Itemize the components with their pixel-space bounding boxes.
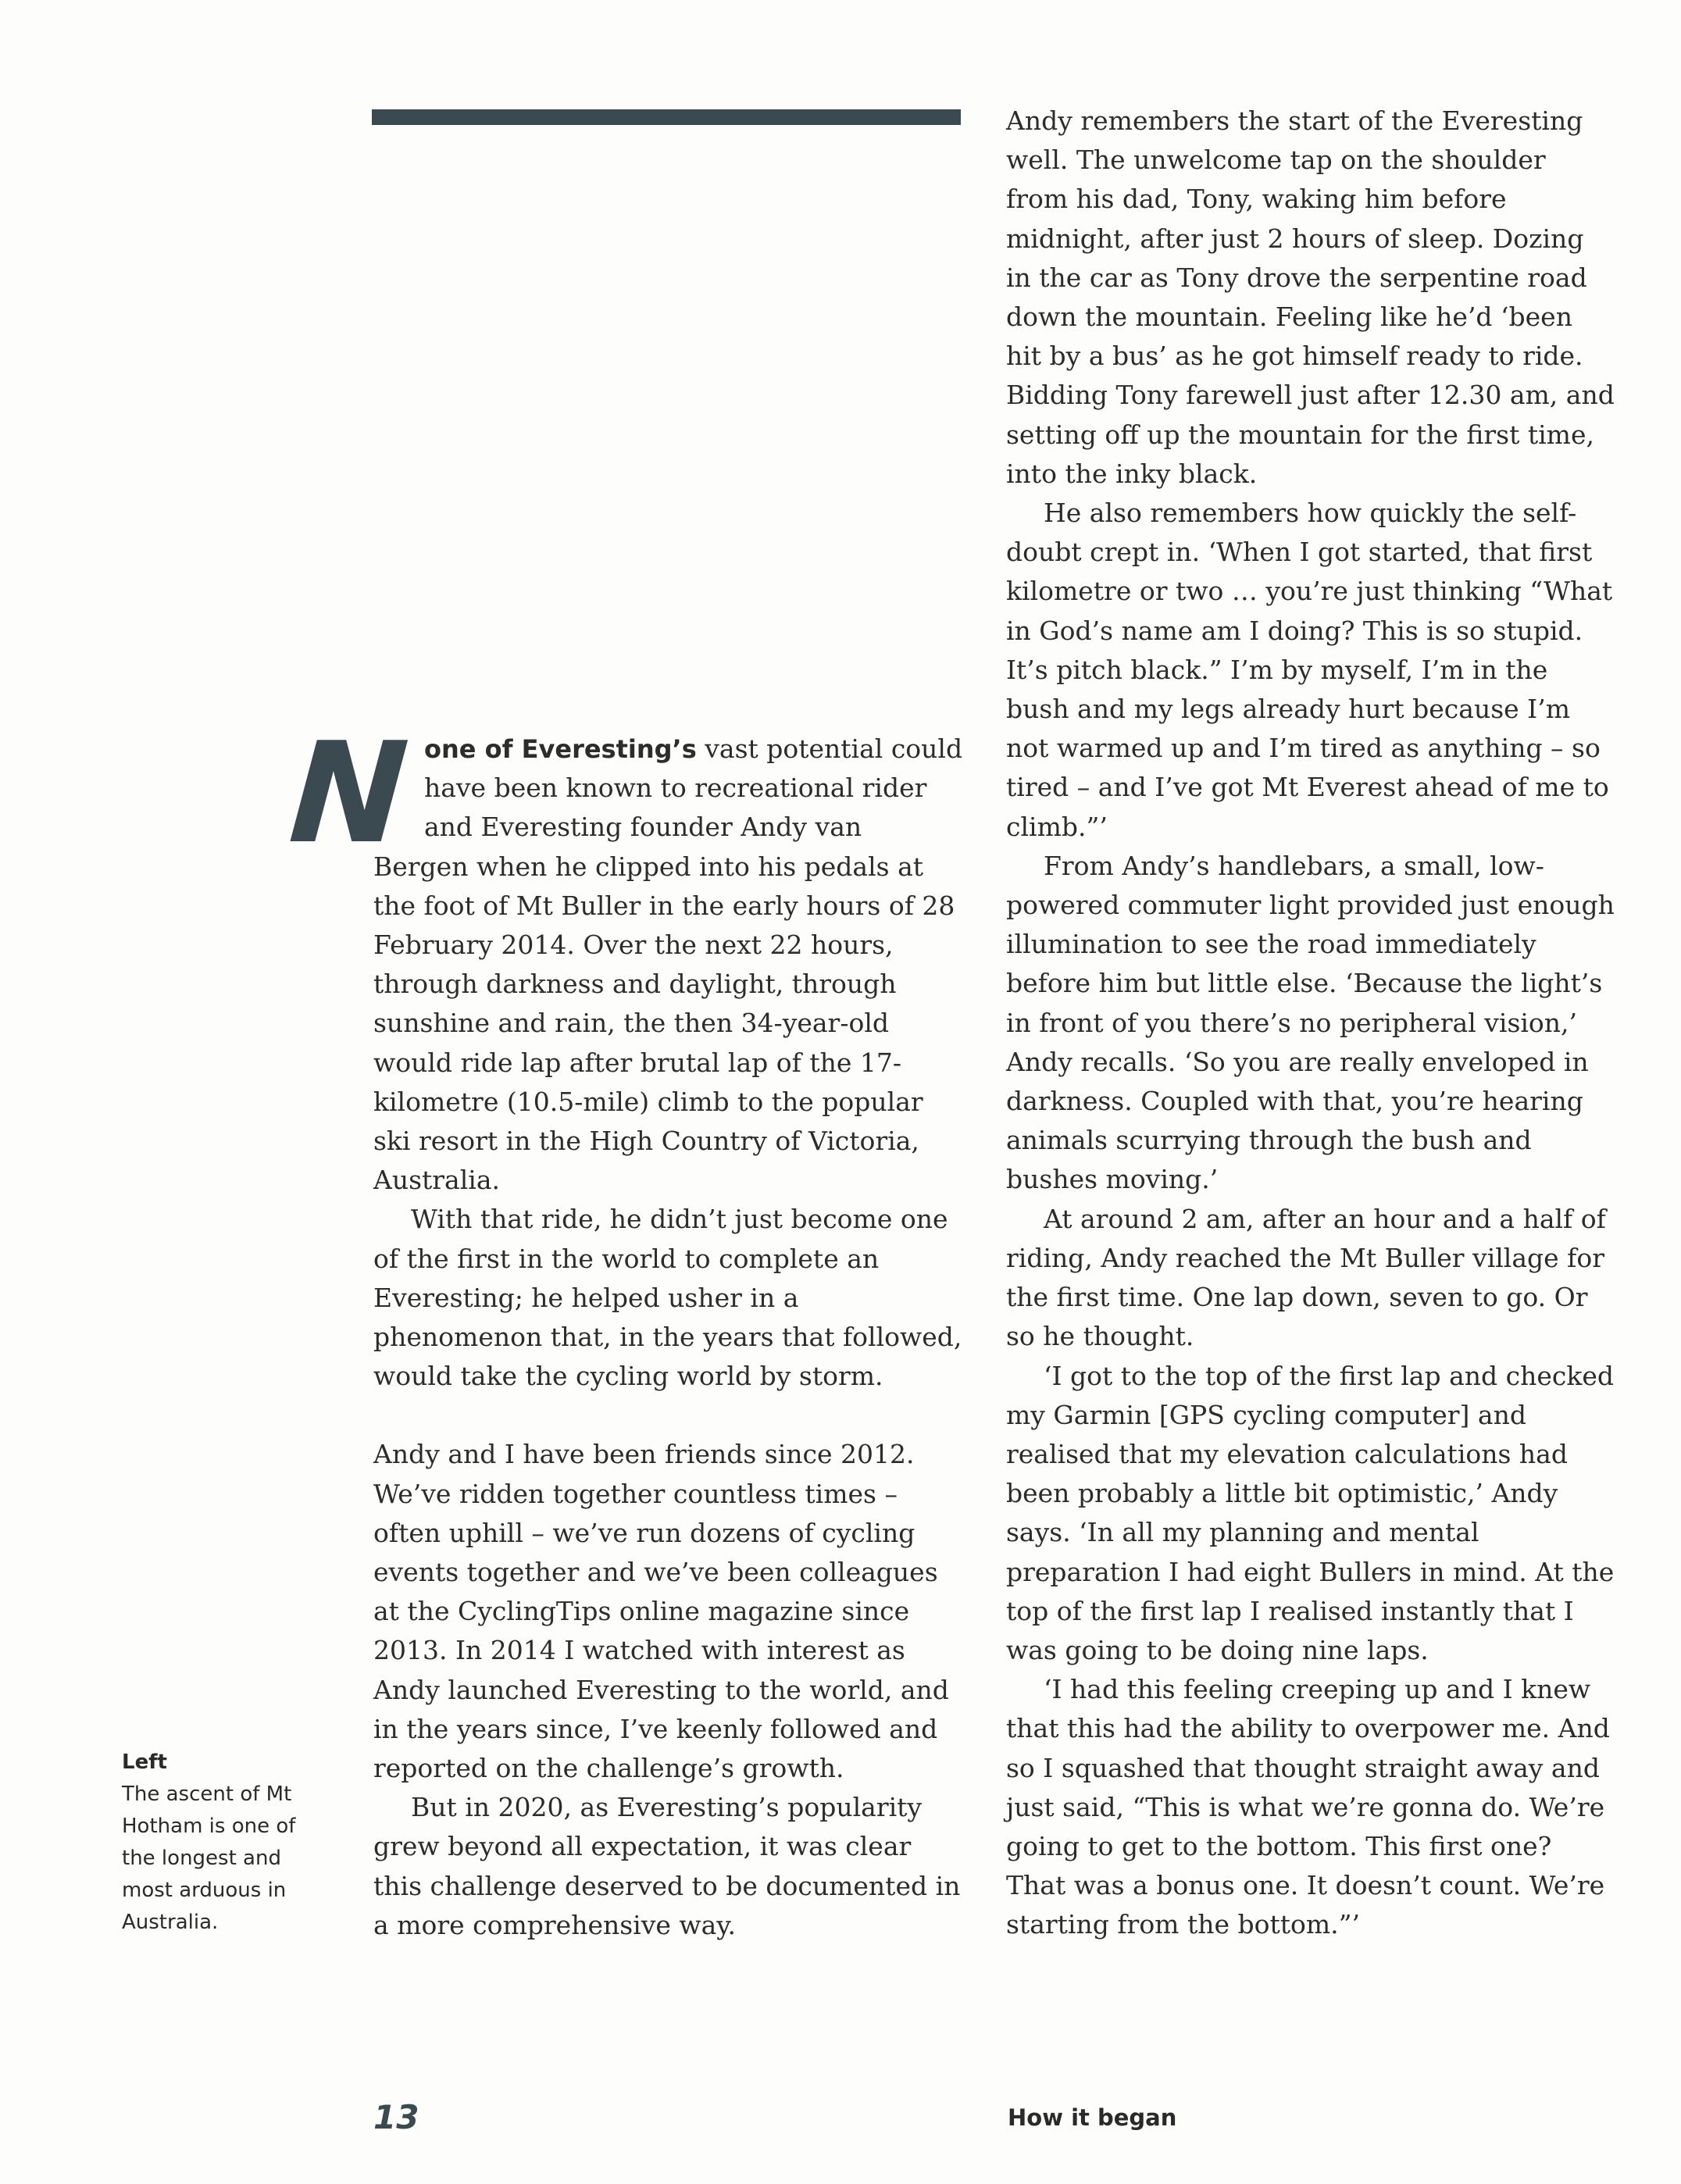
header-rule	[372, 109, 961, 125]
caption-title: Left	[122, 1750, 167, 1774]
lead-in: one of Everesting’s	[423, 734, 697, 764]
right-column	[1006, 102, 1615, 1945]
page-number: 13	[373, 2098, 419, 2136]
paragraph: With that ride, he didn’t just become one of the first in the world to complete an Everesting; he helped usher in a phenomenon that, in the years that followed, would take the cycling world by storm.	[373, 1204, 962, 1392]
opening-paragraph	[284, 712, 964, 1200]
paragraph: From Andy’s handlebars, a small, low-powered commuter light provided just enough illumination to see the road immediately before him but little else. ‘Because the light’s in front of you there’s no peripheral vision,’ Andy recalls. ‘So you are really enveloped in darkness. Coupled with that, you’re hearing animals scurrying through the bush and bushes moving.’	[1006, 850, 1615, 1195]
paragraph: But in 2020, as Everesting’s popularity grew beyond all expectation, it was clear this challenge deserved to be documented in a more comprehensive way.	[373, 1792, 961, 1940]
photo-caption	[122, 1747, 319, 1939]
paragraph: Andy remembers the start of the Everesting well. The unwelcome tap on the shoulder from his dad, Tony, waking him before midnight, after just 2 hours of sleep. Dozing in the car as Tony drove the serpentine road down the mountain. Feeling like he’d ‘been hit by a bus’ as he got himself ready to ride. Bidding Tony farewell just after 12.30 am, and setting off up the mountain for the first time, into the inky black.	[1006, 105, 1615, 489]
paragraph: Andy and I have been friends since 2012. We’ve ridden together countless times – often uphill – we’ve run dozens of cycling events together and we’ve been colleagues at the CyclingTips online magazine since 2013. In 2014 I watched with interest as Andy launched Everesting to the world, and in the years since, I’ve keenly followed and reported on the challenge’s growth.	[373, 1439, 949, 1784]
caption-text: The ascent of Mt Hotham is one of the longest and most arduous in Australia.	[122, 1783, 296, 1934]
dropcap: N	[284, 712, 413, 874]
left-column	[284, 712, 964, 1945]
paragraph: At around 2 am, after an hour and a half of riding, Andy reached the Mt Buller village for the first time. One lap down, seven to go. Or so he thought.	[1006, 1203, 1606, 1352]
paragraph: ‘I had this feeling creeping up and I knew that this had the ability to overpower me. And so I squashed that thought straight away and just said, “This is what we’re gonna do. We’re going to get to the bottom. This first one? That was a bonus one. It doesn’t count. We’re starting from the bottom.”’	[1006, 1674, 1610, 1940]
paragraph: He also remembers how quickly the self-doubt crept in. ‘When I got started, that first kilometre or two … you’re just thinking “What in God’s name am I doing? This is so stupid. It’s pitch black.” I’m by myself, I’m in the bush and my legs already hurt because I’m not warmed up and I’m tired as anything – so tired – and I’ve got Mt Everest ahead of me to climb.”’	[1006, 498, 1613, 842]
running-head: How it began	[1008, 2104, 1177, 2131]
paragraph: ‘I got to the top of the first lap and checked my Garmin [GPS cycling computer] and realised that my elevation calculations had been probably a little bit optimistic,’ Andy says. ‘In all my planning and mental preparation I had eight Bullers in mind. At the top of the first lap I realised instantly that I was going to be doing nine laps.	[1006, 1360, 1615, 1665]
opening-text: vast potential could have been known to recreational rider and Everesting founder Andy van Bergen when he clipped into his pedals at the foot of Mt Buller in the early hours of 28 February 2014. Over the next 22 hours, through darkness and daylight, through sunshine and rain, the then 34-year-old would ride lap after brutal lap of the 17-kilometre (10.5-mile) climb to the popular ski resort in the High Country of Victoria, Australia.	[373, 733, 963, 1196]
